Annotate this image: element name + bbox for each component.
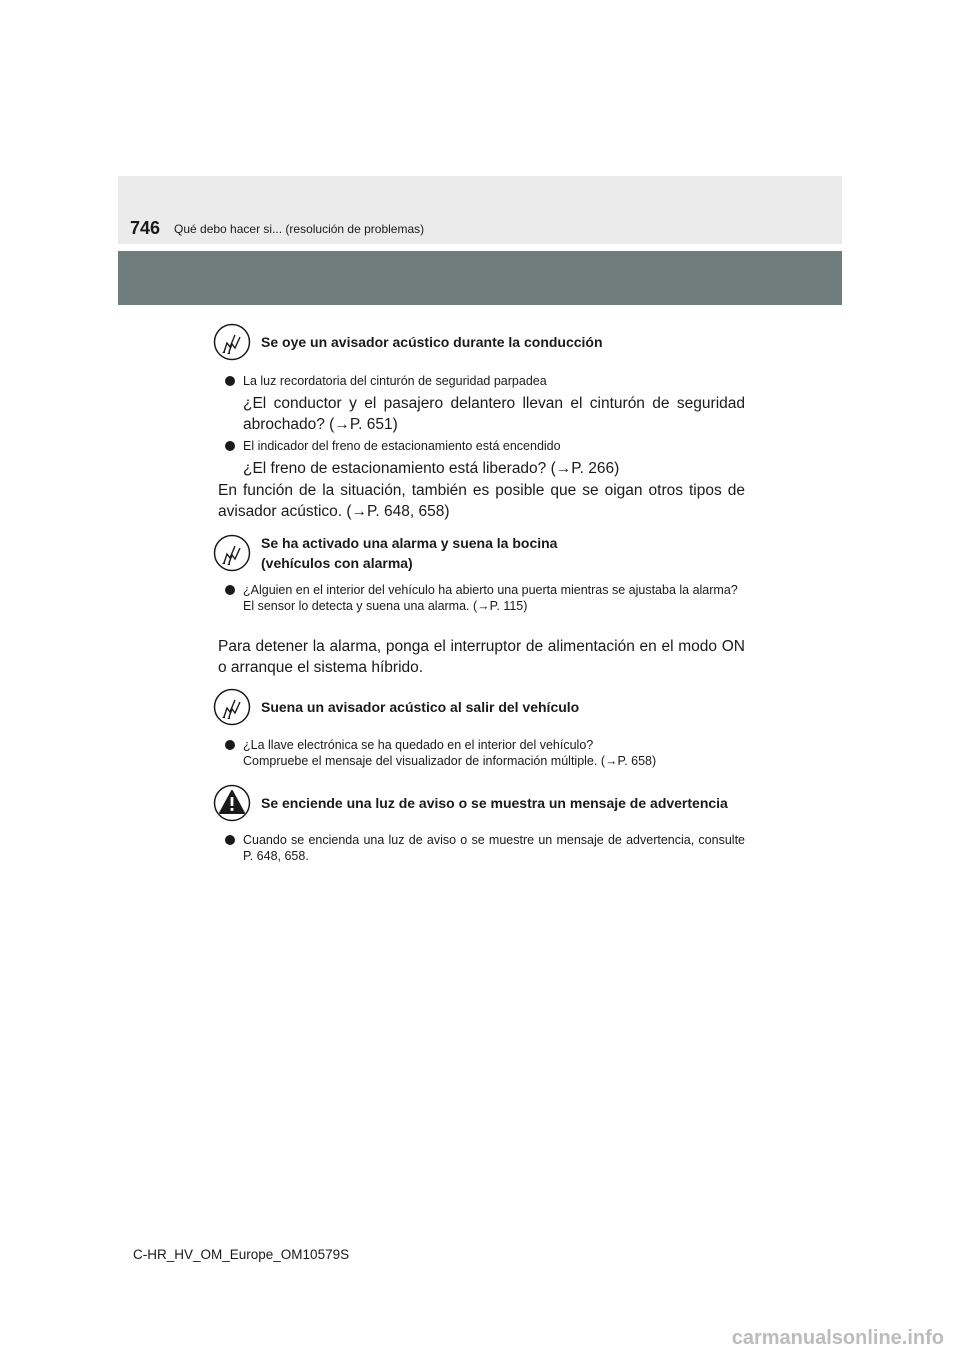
exclamation-warning-icon bbox=[213, 784, 251, 822]
section-title-line-2: (vehículos con alarma) bbox=[261, 555, 413, 571]
bullet-text-line-1: ¿La llave electrónica se ha quedado en el interior del vehículo? bbox=[243, 738, 594, 752]
bullet-dot bbox=[225, 835, 235, 845]
bullet-dot bbox=[225, 740, 235, 750]
section-title bbox=[261, 533, 557, 573]
bullet-seatbelt bbox=[225, 373, 745, 389]
section-alarm-heading bbox=[213, 533, 557, 573]
section-title: Se enciende una luz de aviso o se muestra un mensaje de advertencia bbox=[261, 795, 728, 811]
section-warning-light-heading bbox=[213, 784, 747, 822]
answer-seatbelt: ¿El conductor y el pasajero delantero llevan el cinturón de seguridad abrochado? (→P. 651) bbox=[243, 395, 745, 433]
bullet-text: Cuando se encienda una luz de aviso o se muestre un mensaje de advertencia, consulte P. 648, 658. bbox=[243, 833, 745, 863]
bullet-warning-light bbox=[225, 832, 745, 864]
bullet-text bbox=[243, 582, 745, 614]
header-bar bbox=[118, 251, 842, 305]
lightning-warning-icon bbox=[213, 323, 251, 361]
bullet-parking-brake bbox=[225, 438, 745, 454]
note-other-buzzers: En función de la situación, también es posible que se oigan otros tipos de avisador acústico. (→P. 648, 658) bbox=[218, 482, 745, 520]
section-title: Suena un avisador acústico al salir del vehículo bbox=[261, 699, 580, 715]
bullet-door-opened bbox=[225, 582, 745, 614]
section-title: Se oye un avisador acústico durante la conducción bbox=[261, 334, 603, 350]
section-buzzer-driving-heading bbox=[213, 323, 603, 361]
bullet-dot bbox=[225, 376, 235, 386]
page-number: 746 bbox=[130, 218, 161, 238]
note-stop-alarm: Para detener la alarma, ponga el interruptor de alimentación en el modo ON o arranque el sistema híbrido. bbox=[218, 638, 745, 676]
section-title-line-1: Se ha activado una alarma y suena la bocina bbox=[261, 535, 558, 551]
lightning-warning-icon bbox=[213, 688, 251, 726]
bullet-text-line-2: El sensor lo detecta y suena una alarma. (→P. 115) bbox=[243, 599, 528, 613]
section-exit-buzzer-heading bbox=[213, 688, 579, 726]
bullet-electronic-key bbox=[225, 737, 745, 769]
bullet-text bbox=[243, 737, 745, 769]
document-code: C-HR_HV_OM_Europe_OM10579S bbox=[133, 1247, 350, 1262]
bullet-dot bbox=[225, 441, 235, 451]
answer-parking-brake: ¿El freno de estacionamiento está liberado? (→P. 266) bbox=[243, 460, 620, 477]
bullet-text: El indicador del freno de estacionamiento está encendido bbox=[243, 439, 561, 453]
bullet-dot bbox=[225, 585, 235, 595]
lightning-warning-icon bbox=[213, 534, 251, 572]
header-title: Qué debo hacer si... (resolución de problemas) bbox=[174, 222, 425, 236]
bullet-text-line-2: Compruebe el mensaje del visualizador de información múltiple. (→P. 658) bbox=[243, 754, 657, 768]
watermark: carmanualsonline.info bbox=[731, 1327, 944, 1349]
bullet-text-line-1: ¿Alguien en el interior del vehículo ha abierto una puerta mientras se ajustaba la alarma? bbox=[243, 583, 738, 597]
bullet-text: La luz recordatoria del cinturón de seguridad parpadea bbox=[243, 374, 547, 388]
